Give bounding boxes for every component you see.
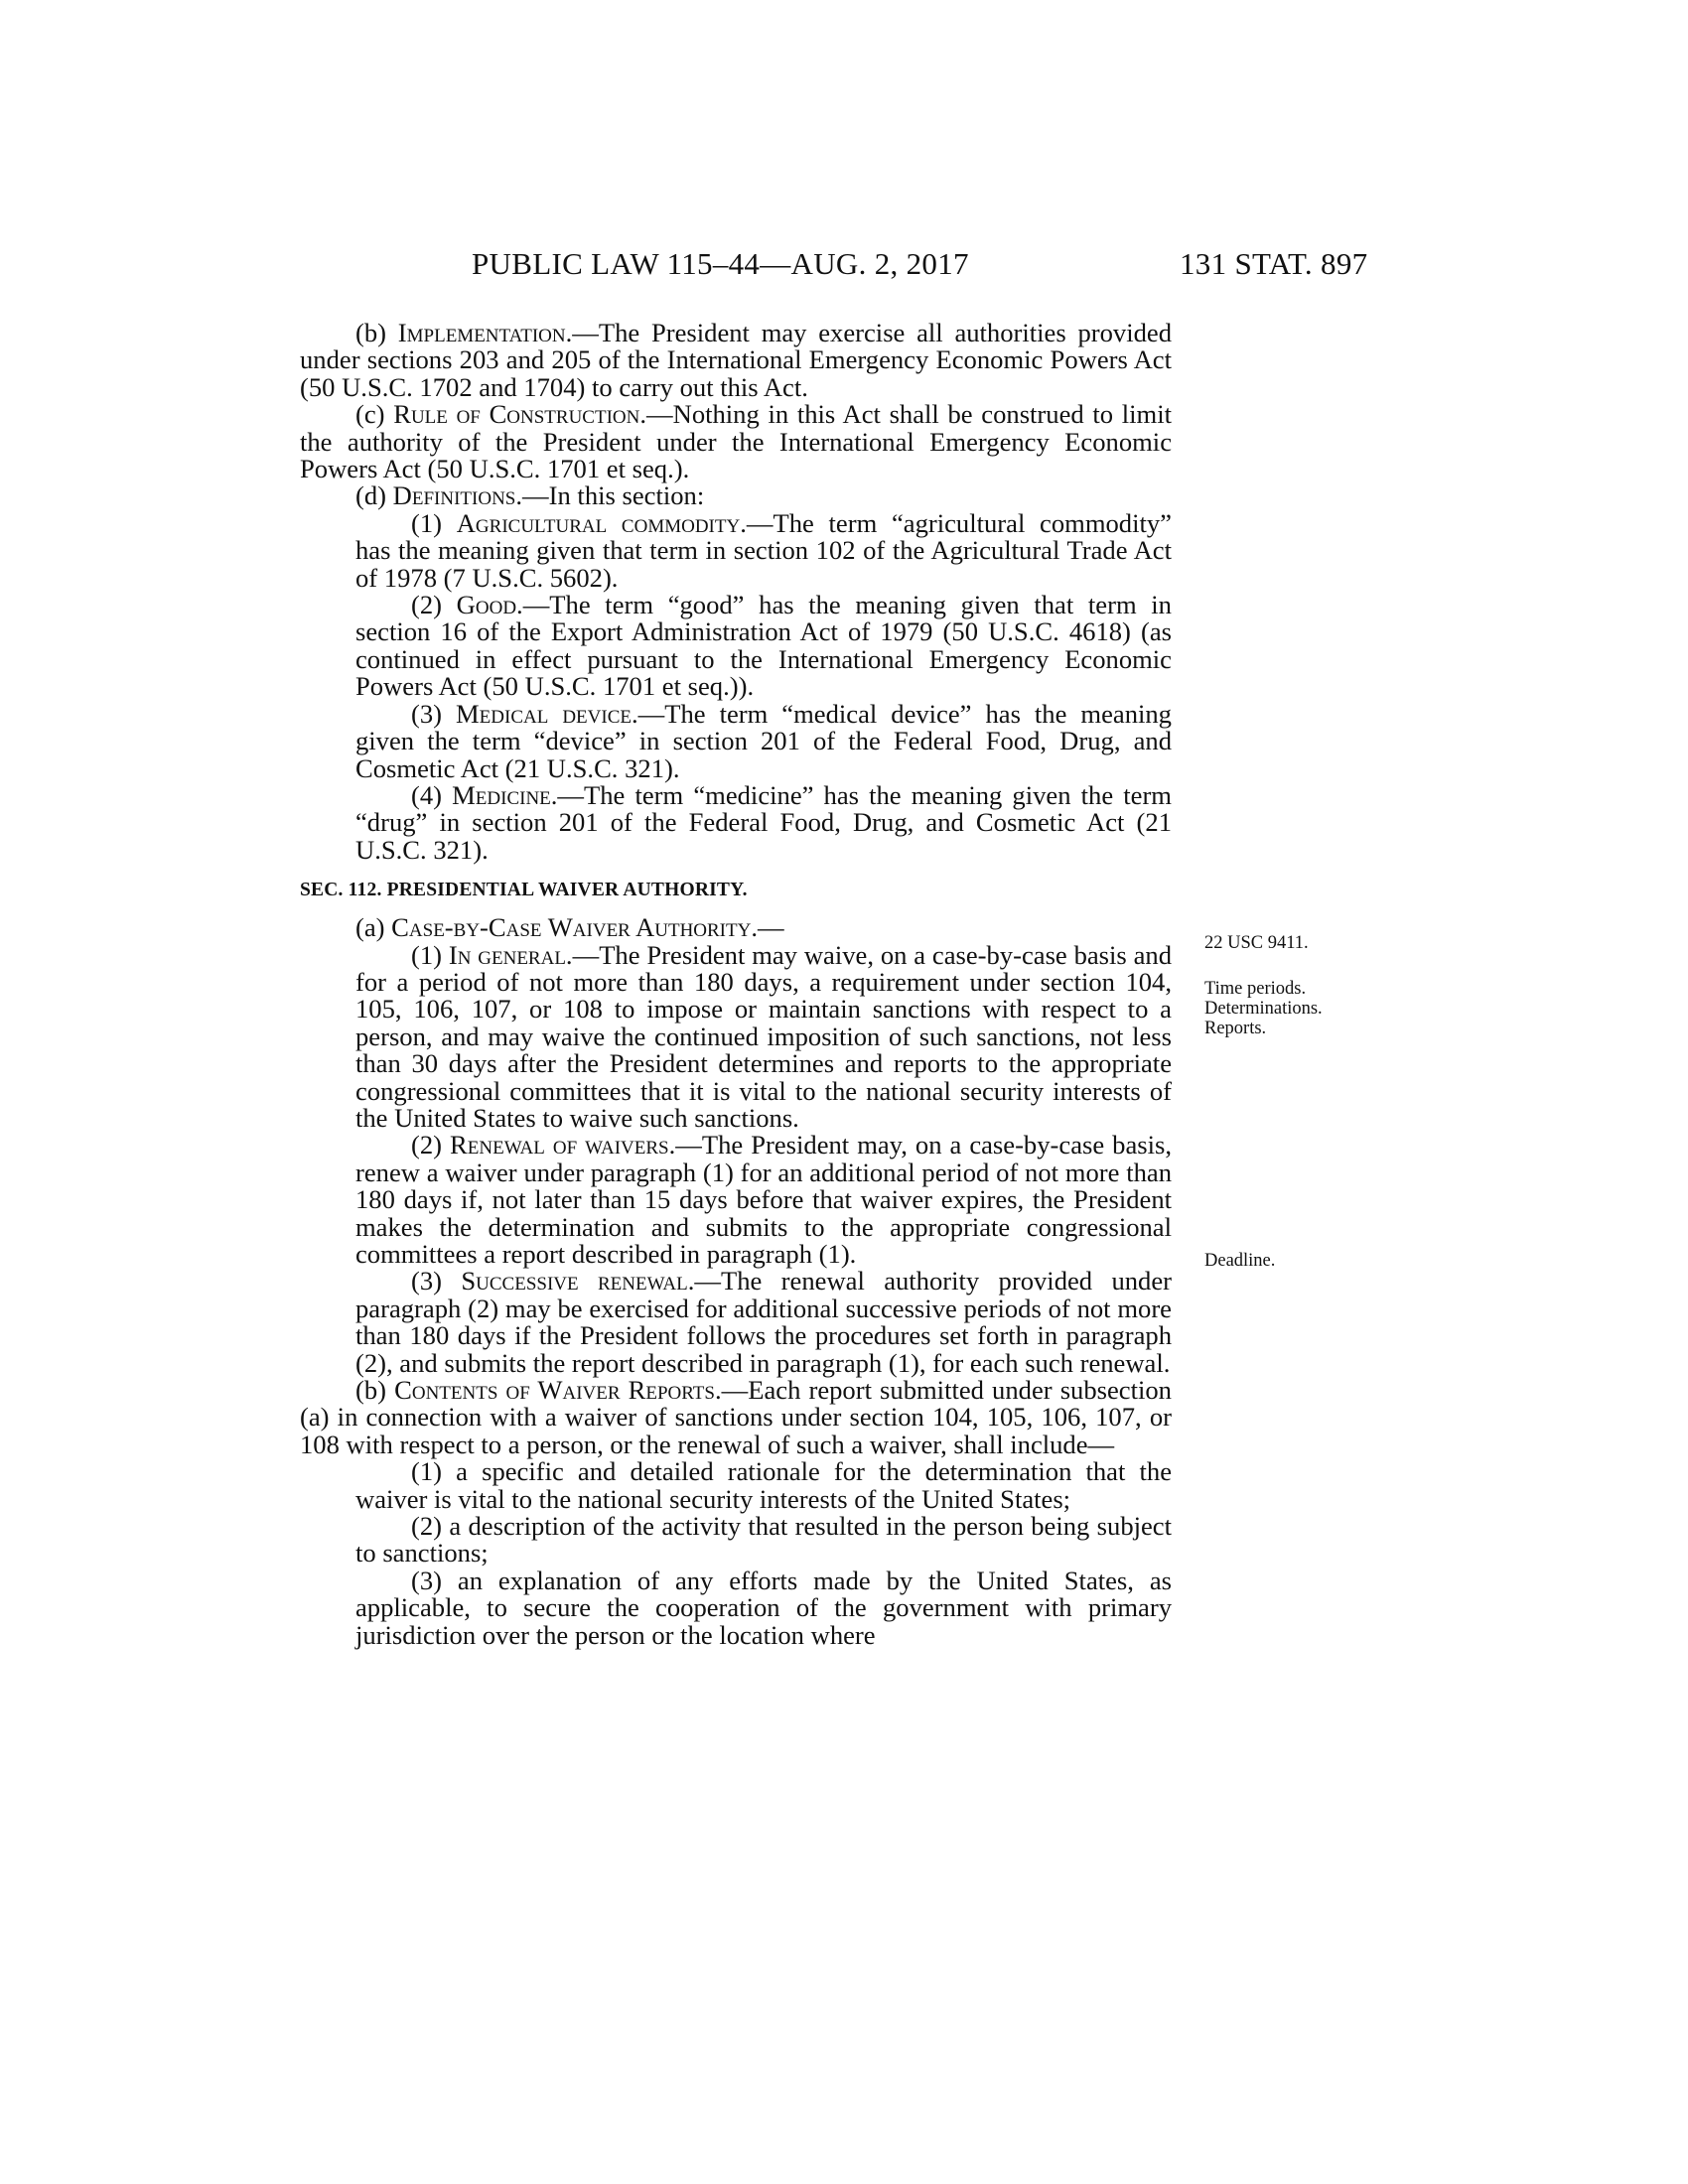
margin-note-reports: Reports. <box>1204 1019 1267 1038</box>
definition-medical-device: (3) Medical device.—The term “medical device” has the meaning given the term “device” in section 201 of the Federal Food, Drug, and Cosmetic Act (21 U.S.C. 321). <box>355 698 1172 783</box>
body-text <box>300 320 1172 1649</box>
paragraph-d-definitions: (d) Definitions.—In this section: <box>355 480 705 511</box>
paragraph-a2-renewal: (2) Renewal of waivers.—The President may, on a case-by-case basis, renew a waiver under paragraph (1) for an additional period of not more than 180 days if, not later than 15 days before that waiver expires, the President makes the determination and submits to the appropriate congressional committees a report described in paragraph (1). <box>355 1130 1172 1269</box>
paragraph-b3: (3) an explanation of any efforts made by the United States, as applicable, to secure the cooperation of the government with primary jurisdiction over the person or the location where <box>355 1565 1172 1650</box>
margin-note-determinations: Determinations. <box>1204 999 1323 1019</box>
margin-note-deadline: Deadline. <box>1204 1251 1276 1271</box>
section-heading: SEC. 112. PRESIDENTIAL WAIVER AUTHORITY. <box>300 880 748 901</box>
definition-medicine: (4) Medicine.—The term “medicine” has the meaning given the term “drug” in section 201 of the Federal Food, Drug, and Cosmetic Act (21 U.S.C. 321). <box>355 779 1172 865</box>
paragraph-b-contents: (b) Contents of Waiver Reports.—Each report submitted under subsection (a) in connection with a waiver of sanctions under section 104, 105, 106, 107, or 108 with respect to a person, or the renewal of such a waiver, shall include— <box>300 1375 1172 1459</box>
page-number: 131 STAT. 897 <box>1180 246 1368 281</box>
paragraph-a-waiver-authority: (a) Case-by-Case Waiver Authority.— <box>355 912 784 943</box>
running-head-title: PUBLIC LAW 115–44—AUG. 2, 2017 <box>472 246 969 281</box>
paragraph-a1-in-general: (1) In general.—The President may waive, on a case-by-case basis and for a period of not more than 180 days, a requirement under section 104, 105, 106, 107, or 108 to impose or maintain sanctions with respect to a person, and may waive the continued imposition of such sanctions, not less than 30 days after the President determines and reports to the appropriate congressional committees that it is vital to the national security interests of the United States to waive such sanctions. <box>355 939 1172 1133</box>
definition-agricultural-commodity: (1) Agricultural commodity.—The term “agricultural commodity” has the meaning given that term in section 102 of the Agricultural Trade Act of 1978 (7 U.S.C. 5602). <box>355 507 1172 593</box>
paragraph-b-implementation: (b) Implementation.—The President may exercise all authorities provided under sections 203 and 205 of the International Emergency Economic Powers Act (50 U.S.C. 1702 and 1704) to carry out this Act. <box>300 318 1172 402</box>
margin-note-time-periods: Time periods. <box>1204 979 1307 999</box>
paragraph-a3-successive-renewal: (3) Successive renewal.—The renewal authority provided under paragraph (2) may be exercised for additional successive periods of not more than 180 days if the President follows the procedures set forth in paragraph (2), and submits the report described in paragraph (1), for each such renewal. <box>355 1266 1172 1378</box>
margin-note-usc: 22 USC 9411. <box>1204 933 1309 953</box>
definition-good: (2) Good.—The term “good” has the meaning given that term in section 16 of the Export Administration Act of 1979 (50 U.S.C. 4618) (as continued in effect pursuant to the International Emergency Economic Powers Act (50 U.S.C. 1701 et seq.)). <box>355 590 1172 702</box>
margin-note-topics <box>1204 979 1323 1038</box>
paragraph-b1: (1) a specific and detailed rationale for the determination that the waiver is vital to the national security interests of the United States; <box>355 1456 1172 1514</box>
paragraph-b2: (2) a description of the activity that resulted in the person being subject to sanctions; <box>355 1511 1172 1569</box>
paragraph-c-rule-of-construction: (c) Rule of Construction.—Nothing in this Act shall be construed to limit the authority of the President under the International Emergency Economic Powers Act (50 U.S.C. 1701 et seq.). <box>300 399 1172 484</box>
